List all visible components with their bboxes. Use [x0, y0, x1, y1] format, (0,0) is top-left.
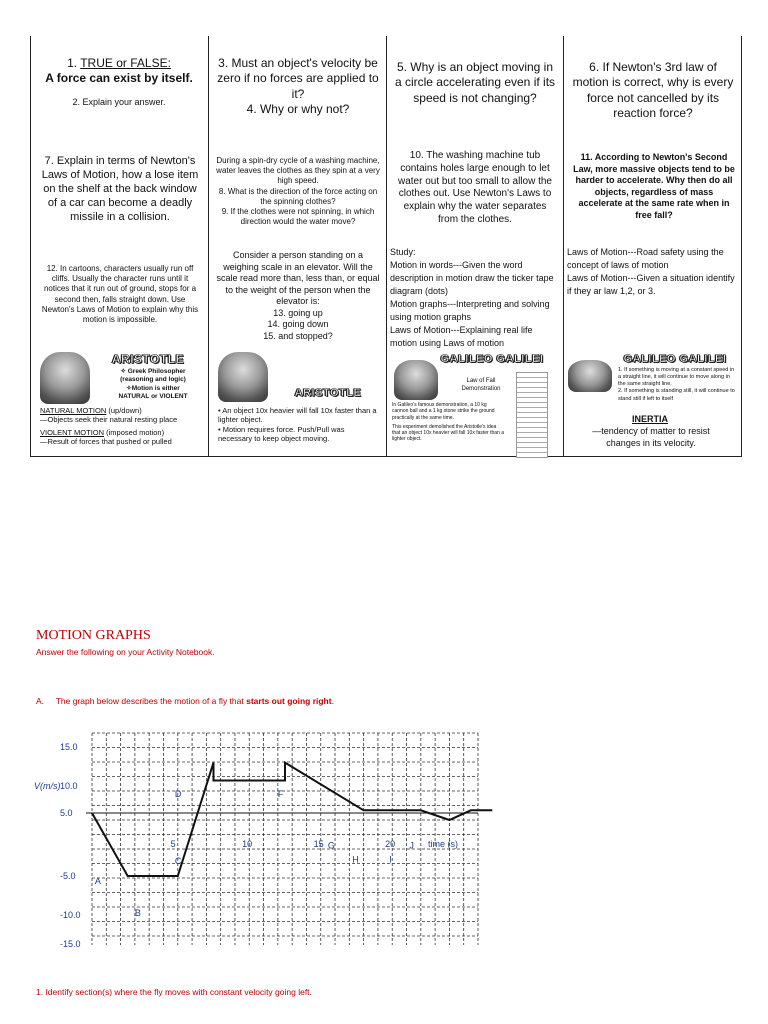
q13-text: 13. going up	[273, 307, 323, 318]
card-q10	[394, 150, 556, 227]
natural-motion-desc: —Objects seek their natural resting place	[40, 415, 178, 425]
card-q12	[40, 264, 200, 325]
violent-motion-desc: —Result of forces that pushed or pulled	[40, 437, 172, 447]
point-label: B	[134, 908, 141, 919]
study-line: Motion graphs---Interpreting and solving using motion graphs	[390, 299, 550, 323]
x-tick-label: 15	[313, 839, 324, 849]
aristotle-bullet: NATURAL or VIOLENT	[118, 393, 188, 401]
card-study	[390, 246, 560, 350]
point-label: H	[352, 854, 359, 865]
galileo-demo-p1: In Galileo's famous demonstration, a 10 kg cannon ball and a 1 kg stone strike the ground practically at the same time.	[392, 402, 495, 421]
aristotle-portrait	[40, 352, 90, 404]
question-a	[36, 696, 334, 706]
y-tick-label: 10.0	[60, 781, 78, 791]
inertia-definition: —tendency of matter to resist changes in its velocity.	[592, 426, 710, 448]
q11-text: 11. According to Newton's Second Law, more massive objects tend to be harder to accelerate. Why then do all objects, regardless of mass accelerate at the same rate when in free fall?	[573, 152, 735, 220]
q1-statement: A force can exist by itself.	[45, 71, 193, 86]
q9-text: 9. If the clothes were not spinning, in which direction would the water move?	[221, 207, 375, 227]
galileo-portrait	[568, 360, 612, 392]
card-q7	[38, 154, 202, 224]
grid-line	[563, 36, 564, 456]
point-label: J	[409, 840, 414, 851]
q12-text: 12. In cartoons, characters usually run off cliffs. Usually the character runs until it notices that it run out of ground, stops for a second then, falls straight down. Use Newton's Laws of Motion to explain why this motion is impossible.	[41, 264, 199, 325]
point-label: I	[389, 854, 392, 865]
aristotle-motion-types	[40, 406, 208, 447]
point-label: D	[174, 788, 182, 799]
grid-line	[741, 36, 742, 456]
q10-text: 10. The washing machine tub contains holes large enough to let water out but too small to allow the clothes out. Use Newton's Laws to explain why the water separates from the clothes.	[398, 150, 552, 225]
card-q6	[570, 60, 736, 121]
y-axis-label: V(m/s)	[34, 781, 61, 791]
card-q13-q15	[216, 250, 380, 342]
laws-line: Laws of Motion---Road safety using the concept of laws of motion	[567, 247, 724, 271]
section-title: MOTION GRAPHS	[36, 628, 151, 643]
x-axis-label: time (s)	[427, 839, 458, 849]
y-tick-label: -10.0	[60, 910, 81, 920]
card-q5	[394, 60, 556, 106]
section-instruction: Answer the following on your Activity Notebook.	[36, 647, 215, 657]
question-a-letter: A.	[36, 696, 45, 706]
x-tick-label: 20	[385, 839, 396, 849]
galileo-demo-text	[392, 402, 504, 443]
x-tick-label: 5	[170, 839, 176, 849]
point-label: G	[327, 840, 335, 851]
q8-text: 8. What is the direction of the force acting on the spinning clothes?	[218, 186, 378, 206]
study-line: Motion in words---Given the word description in motion draw the ticker tape diagram (dots)	[390, 260, 554, 297]
y-tick-label: -5.0	[60, 871, 76, 881]
aristotle-bullet: (reasoning and logic)	[120, 376, 186, 384]
q14-text: 14. going down	[267, 319, 329, 330]
inertia-title: INERTIA	[632, 414, 668, 424]
aristotle-bullet: Greek Philosopher	[127, 368, 186, 375]
natural-motion-note: (up/down)	[108, 406, 142, 415]
point-label: C	[174, 856, 182, 867]
chart-ticks	[34, 742, 458, 949]
chart-labels	[95, 789, 414, 918]
aristotle-beliefs: • An object 10x heavier will fall 10x faster than a lighter object. • Motion requires force. Push/Pull was necessary to keep object moving.	[218, 406, 377, 444]
aristotle-portrait	[218, 352, 268, 402]
point-label: A	[94, 875, 101, 886]
law-of-fall-caption: Law of Fall Demonstration	[461, 378, 501, 392]
question-1: 1. Identify section(s) where the fly moves with constant velocity going left.	[36, 987, 312, 997]
study-line: Laws of Motion---Explaining real life motion using Laws of motion	[390, 325, 533, 349]
y-tick-label: 5.0	[60, 808, 73, 818]
galileo-demo-p2: This experiment demolished the Aristotle's idea that an object 10x heavier will fall 10x faster than a lighter object.	[392, 423, 505, 443]
galileo-logo: GALILEO GALILEI	[623, 353, 727, 365]
velocity-time-chart	[0, 715, 768, 975]
q2-text: 2. Explain your answer.	[72, 96, 166, 107]
q1-number: 1.	[67, 56, 78, 70]
elevator-intro: Consider a person standing on a weighing scale in an elevator. Will the scale read more than, less than, or equal to the weight of the person when the elevator is:	[216, 250, 380, 307]
washing-intro: During a spin-dry cycle of a washing machine, water leaves the clothes as they spin at a very high speed.	[216, 156, 380, 186]
card-q1	[36, 56, 202, 108]
chart-grid	[86, 733, 478, 945]
aristotle-bullets: ✧ Greek Philosopher (reasoning and logic) ✧Motion is either NATURAL or VIOLENT	[104, 368, 202, 402]
card-laws	[567, 246, 737, 298]
aristotle-logo: ARISTOTLE	[294, 387, 362, 399]
grid-line	[208, 36, 209, 456]
violent-motion-title: VIOLENT MOTION	[40, 427, 105, 437]
q5-text: 5. Why is an object moving in a circle accelerating even if its speed is not changing?	[394, 60, 556, 105]
q4-text: 4. Why or why not?	[246, 102, 350, 117]
grid-line	[30, 36, 31, 456]
point-label: F	[277, 788, 284, 799]
question-a-bold: starts out going right	[246, 696, 332, 706]
aristotle-logo: ARISTOTLE	[111, 352, 185, 366]
study-line: Study:	[390, 247, 416, 257]
inertia-law-2: 2. If something is standing still, it will continue to stand still if left to itself	[618, 388, 735, 402]
aristotle-belief: An object 10x heavier will fall 10x faster than a lighter object.	[218, 406, 377, 425]
violent-motion-note: (imposed motion)	[106, 427, 165, 437]
question-a-end: .	[331, 696, 334, 706]
x-tick-label: 10	[242, 839, 253, 849]
galileo-portrait	[394, 360, 438, 400]
galileo-logo: GALILEO GALILEI	[440, 353, 544, 365]
q6-text: 6. If Newton's 3rd law of motion is correct, why is every force not cancelled by its reaction force?	[572, 60, 734, 121]
question-a-text: The graph below describes the motion of a fly that	[55, 696, 247, 706]
inertia-law-1: 1. If something is moving at a constant speed in a straight line, it will continue to move along in the same straight line.	[618, 367, 735, 388]
grid-line	[30, 456, 742, 457]
natural-motion-title: NATURAL MOTION	[40, 406, 107, 415]
leaning-tower-image	[516, 372, 548, 458]
aristotle-belief: Motion requires force. Push/Pull was necessary to keep object moving.	[218, 424, 345, 444]
q15-text: 15. and stopped?	[263, 330, 333, 341]
y-tick-label: 15.0	[60, 742, 78, 752]
y-tick-label: -15.0	[60, 939, 81, 949]
q3-text: 3. Must an object's velocity be zero if no forces are applied to it?	[217, 56, 379, 101]
card-q8-q9	[216, 156, 380, 228]
aristotle-bullet: Motion is either	[131, 384, 180, 392]
laws-line: Laws of Motion---Given a situation identify if they ar law 1,2, or 3.	[567, 273, 735, 297]
card-q3-q4	[216, 56, 380, 117]
galileo-inertia-laws	[618, 367, 736, 403]
q7-text: 7. Explain in terms of Newton's Laws of Motion, how a lose item on the shelf at the back window of a car can become a deadly missile in a collision.	[41, 155, 199, 224]
q1-true-false: TRUE or FALSE:	[80, 56, 171, 70]
card-q11	[572, 152, 736, 221]
grid-line	[386, 36, 387, 456]
